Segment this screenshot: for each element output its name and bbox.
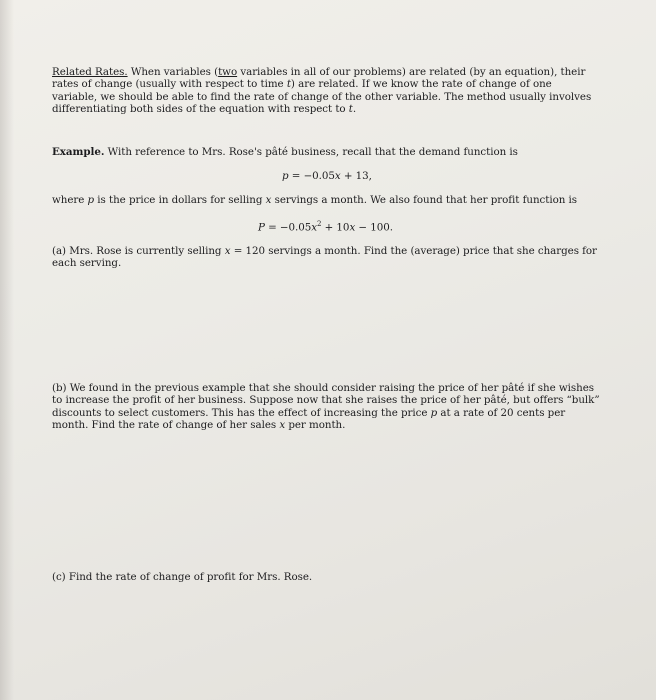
where-paragraph <box>52 194 600 206</box>
where-x: x <box>265 194 272 206</box>
part-b-p: p <box>430 406 438 419</box>
eq1-rhs-b: + 13, <box>340 170 372 182</box>
demand-equation <box>282 170 422 182</box>
eq2-x1: x <box>311 221 317 234</box>
part-b-text-2: at a rate of 20 cents per month. Find the rate of change of her sales <box>52 406 566 432</box>
profit-equation <box>258 218 458 234</box>
part-a-question <box>52 245 600 270</box>
related-text-3: ) are related. If we know the rate of change of one variable, we should be able to find the rate of change of the other variable. The method usually involves differentiating both sides of the equation with respect to <box>52 78 592 116</box>
eq2-b: + 10 <box>321 221 350 234</box>
where-a: where <box>52 194 88 206</box>
part-c-question <box>52 571 600 583</box>
related-text-2: variables in all of our problems) are related (by an equation), their rates of change (usually with respect to time <box>52 66 586 91</box>
related-var-t1: t <box>286 78 291 91</box>
related-rates-paragraph <box>52 66 600 116</box>
eq2-a: = −0.05 <box>264 221 312 234</box>
related-var-t2: t <box>348 103 353 116</box>
related-text-1: When variables ( <box>127 66 219 78</box>
part-a-text-2: = 120 servings a month. Find the (average) price that she charges for each serving. <box>52 245 597 270</box>
part-c-text: Find the rate of change of profit for Mrs. Rose. <box>65 571 313 583</box>
part-b-text-1: We found in the previous example that she should consider raising the price of her pâté if she wishes to increase the profit of her business. Suppose now that she raises the price of her pâté, but offers “bulk” discounts to select customers. This has the effect of increasing the price <box>52 382 600 419</box>
eq2-c: − 100. <box>355 221 393 234</box>
eq1-x: x <box>334 170 341 182</box>
eq2-lhs: P <box>258 221 265 234</box>
eq2-x2: x <box>349 221 356 234</box>
part-a-text-1: Mrs. Rose is currently selling <box>66 245 225 257</box>
example-text: With reference to Mrs. Rose's pâté business, recall that the demand function is <box>104 146 518 158</box>
part-b-x: x <box>279 419 286 432</box>
eq2-exponent: 2 <box>317 220 322 228</box>
part-a-x: x <box>224 245 231 257</box>
part-b-question <box>52 382 600 432</box>
part-c-label: (c) <box>52 571 66 583</box>
where-c: servings a month. We also found that her profit function is <box>271 194 578 206</box>
eq1-lhs: p <box>282 170 289 182</box>
where-p: p <box>87 194 95 206</box>
example-label: Example. <box>52 146 105 158</box>
page-shadow <box>0 0 14 700</box>
related-two: two <box>218 66 238 78</box>
eq1-rhs-a: = −0.05 <box>288 170 335 182</box>
related-rates-heading: Related Rates. <box>52 66 128 78</box>
part-a-label: (a) <box>52 245 67 257</box>
example-paragraph <box>52 146 600 158</box>
part-b-label: (b) <box>52 382 67 394</box>
part-b-text-3: per month. <box>285 419 346 432</box>
related-text-4: . <box>352 103 357 116</box>
where-b: is the price in dollars for selling <box>94 194 266 206</box>
